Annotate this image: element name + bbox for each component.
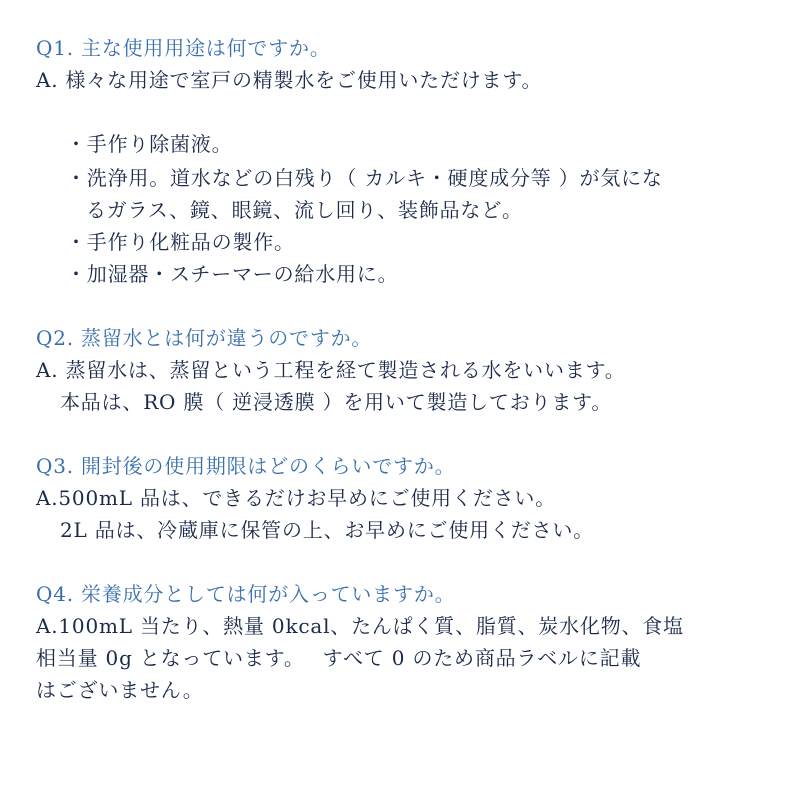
answer-4-cont: 相当量 0g となっています。 すべて 0 のため商品ラベルに記載 — [36, 646, 642, 670]
answer-2: A. 蒸留水は、蒸留という工程を経て製造される水をいいます。 — [36, 358, 626, 382]
answer-3-cont: 2L 品は、冷蔵庫に保管の上、お早めにご使用ください。 — [60, 518, 594, 542]
answer-1-bullet-2: ・洗浄用。道水などの白残り（ カルキ・硬度成分等 ）が気にな — [66, 166, 663, 190]
answer-4: A.100mL 当たり、熱量 0kcal、たんぱく質、脂質、炭水化物、食塩 — [36, 614, 684, 638]
answer-3: A.500mL 品は、できるだけお早めにご使用ください。 — [36, 486, 556, 510]
answer-2-cont: 本品は、RO 膜（ 逆浸透膜 ）を用いて製造しております。 — [60, 390, 613, 414]
question-4: Q4. 栄養成分としては何が入っていますか。 — [36, 582, 456, 606]
question-1: Q1. 主な使用用途は何ですか。 — [36, 36, 331, 60]
question-2: Q2. 蒸留水とは何が違うのですか。 — [36, 326, 373, 350]
answer-1-bullet-2-cont: るガラス、鏡、眼鏡、流し回り、装飾品など。 — [86, 198, 523, 222]
answer-1-bullet-1: ・手作り除菌液。 — [66, 132, 233, 156]
answer-4-cont-2: はございません。 — [36, 678, 204, 702]
answer-1-bullet-3: ・手作り化粧品の製作。 — [66, 230, 295, 254]
answer-1-bullet-4: ・加湿器・スチーマーの給水用に。 — [66, 262, 399, 286]
question-3: Q3. 開封後の使用期限はどのくらいですか。 — [36, 454, 456, 478]
answer-1: A. 様々な用途で室戸の精製水をご使用いただけます。 — [36, 68, 543, 92]
